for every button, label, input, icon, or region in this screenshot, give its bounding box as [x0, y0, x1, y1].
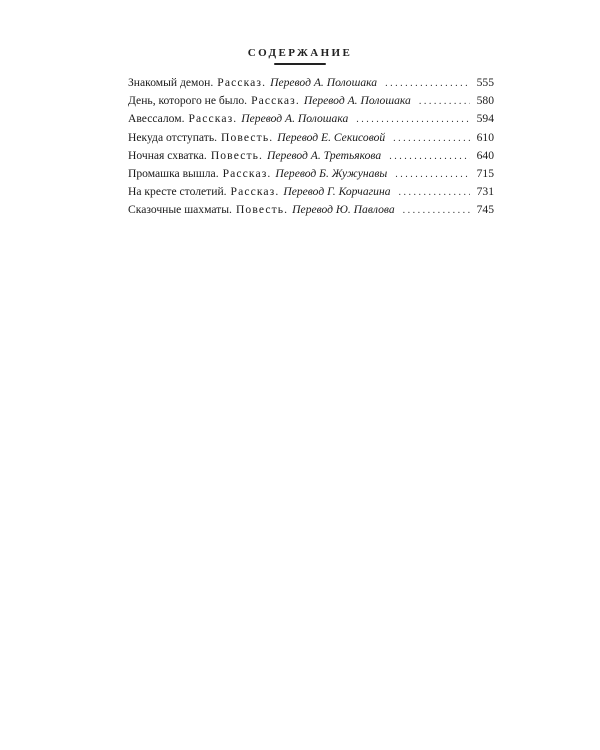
- toc-entry-translator: Перевод А. Полошака: [270, 76, 378, 89]
- dot-leader: [356, 111, 470, 129]
- toc-entry-title: На кресте столетий.: [128, 185, 227, 199]
- table-of-contents: [128, 74, 494, 220]
- toc-entry-translator: Перевод А. Полошака: [241, 112, 349, 126]
- toc-entry-title: Знакомый демон.: [128, 76, 214, 89]
- toc-entry-translator: Перевод Г. Корчагина: [283, 185, 391, 199]
- dot-leader: [385, 75, 470, 93]
- toc-entry-translator: Перевод Б. Жужунавы: [275, 166, 388, 180]
- toc-entry-translator: Перевод Е. Секисовой: [277, 130, 386, 144]
- toc-entry-title: Некуда отступать.: [128, 130, 218, 144]
- toc-entry-translator: Перевод Ю. Павлова: [292, 203, 395, 217]
- toc-entry-page-number: 640: [476, 148, 494, 162]
- dot-leader: [403, 202, 470, 220]
- toc-entry-genre: Рассказ.: [230, 185, 280, 199]
- toc-entry-title: Ночная схватка.: [128, 148, 207, 162]
- toc-entry-genre: Повесть.: [210, 148, 264, 162]
- toc-entry: [128, 129, 494, 147]
- toc-entry-genre: Рассказ.: [188, 112, 238, 126]
- toc-entry-title: Авессалом.: [128, 112, 185, 126]
- toc-entry-title: Промашка вышла.: [128, 166, 219, 180]
- toc-entry-genre: Рассказ.: [217, 76, 267, 89]
- toc-entry: [128, 147, 494, 165]
- toc-entry: [128, 110, 494, 128]
- toc-entry-page-number: 555: [476, 76, 494, 89]
- toc-entry: [128, 74, 494, 92]
- toc-entry-translator: Перевод А. Третьякова: [267, 148, 382, 162]
- toc-entry: [128, 183, 494, 201]
- heading-underline: [274, 63, 326, 65]
- toc-entry-genre: Рассказ.: [251, 94, 300, 108]
- toc-entry: [128, 201, 494, 219]
- toc-entry-title: Сказочные шахматы.: [128, 203, 232, 217]
- toc-entry: [128, 165, 494, 183]
- toc-entry-genre: Повесть.: [235, 203, 289, 217]
- toc-entry-page-number: 731: [476, 185, 494, 199]
- dot-leader: [395, 166, 470, 184]
- toc-entry-page-number: 745: [476, 203, 494, 217]
- toc-entry-page-number: 610: [476, 130, 494, 144]
- toc-entry-genre: Рассказ.: [222, 166, 272, 180]
- toc-entry-title: День, которого не было.: [128, 94, 248, 108]
- toc-entry-translator: Перевод А. Полошака: [303, 94, 411, 108]
- toc-entry-genre: Повесть.: [221, 130, 274, 144]
- toc-entry: [128, 92, 494, 110]
- toc-entry-page-number: 594: [476, 112, 494, 126]
- toc-entry-page-number: 715: [476, 166, 494, 180]
- dot-leader: [389, 148, 470, 166]
- toc-entry-page-number: 580: [476, 94, 494, 108]
- dot-leader: [419, 93, 470, 111]
- dot-leader: [393, 130, 470, 148]
- page-heading: СОДЕРЖАНИЕ: [247, 47, 353, 59]
- dot-leader: [399, 184, 471, 202]
